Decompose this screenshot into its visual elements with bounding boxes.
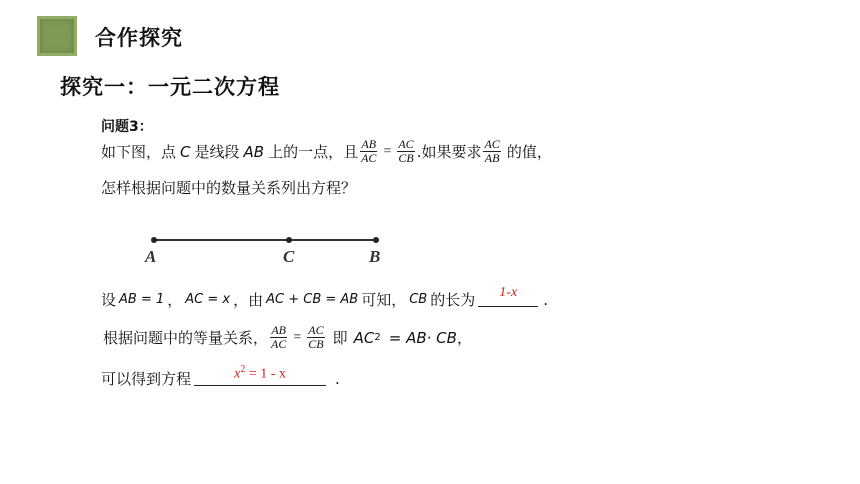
- label-b: B: [369, 247, 381, 266]
- text: .: [335, 369, 340, 388]
- equals-sign: =: [383, 143, 392, 159]
- point-c-dot: [286, 237, 292, 243]
- expr-ac: AC: [353, 328, 375, 347]
- text: ，: [167, 291, 183, 309]
- numerator: AC: [484, 137, 500, 151]
- section-title: 合作探究: [95, 26, 183, 50]
- answer-1: 1-x: [499, 285, 518, 300]
- answer-rest: = 1 - x: [245, 366, 286, 382]
- segment-figure: [140, 230, 400, 270]
- text: 上的一点，且: [268, 143, 359, 161]
- segment-ab: AB: [243, 142, 265, 161]
- text: ，由: [233, 291, 264, 309]
- answer-blank-2: [194, 364, 326, 386]
- text: 是线段: [194, 143, 240, 161]
- equals-sign: =: [293, 329, 302, 345]
- text: ，: [456, 329, 472, 347]
- point-a-dot: [151, 237, 157, 243]
- fraction-ab-ac: [360, 138, 377, 165]
- label-a: A: [145, 247, 157, 266]
- fraction-ac-ab: [483, 138, 500, 165]
- expr-ac-eq-x: AC = x: [185, 292, 231, 307]
- problem-line-1: [101, 138, 552, 165]
- fraction-ac-cb: [307, 324, 324, 351]
- denominator: AC: [361, 151, 377, 165]
- numerator: AB: [361, 137, 377, 151]
- text: .如果要求: [416, 143, 482, 161]
- denominator: AB: [484, 151, 500, 165]
- text: .: [543, 290, 549, 309]
- section-marker-square: [37, 16, 77, 56]
- question-label: 问题3：: [101, 119, 153, 135]
- sub-title: 探究一：一元二次方程: [60, 75, 280, 99]
- step-2-line: [103, 324, 472, 351]
- answer-blank-1: [478, 285, 538, 307]
- exponent: 2: [374, 332, 381, 343]
- text: 的值，: [506, 143, 552, 161]
- denominator: CB: [398, 151, 414, 165]
- denominator: CB: [308, 337, 324, 351]
- text: 可知，: [361, 291, 407, 309]
- numerator: AB: [271, 323, 287, 337]
- answer-exponent: 2: [240, 364, 246, 375]
- point-b-dot: [373, 237, 379, 243]
- text: 设: [101, 291, 117, 309]
- label-c: C: [283, 247, 295, 266]
- text: 如下图，点: [101, 143, 177, 161]
- expr-sum: AC + CB = AB: [266, 292, 359, 307]
- answer-2: [194, 364, 326, 383]
- step-3-line: [101, 364, 340, 389]
- text: 的长为: [430, 291, 476, 309]
- fraction-ac-cb: [397, 138, 414, 165]
- problem-line-2: 怎样根据问题中的数量关系列出方程？: [101, 179, 357, 197]
- expr-ab-cb: = AB· CB: [388, 328, 457, 347]
- expr-cb: CB: [409, 292, 428, 307]
- step-1-line: [101, 285, 549, 310]
- text: 根据问题中的等量关系，: [103, 329, 269, 347]
- denominator: AC: [271, 337, 287, 351]
- expr-ab-eq-1: AB = 1: [119, 292, 165, 307]
- text: 即: [332, 329, 348, 347]
- fraction-ab-ac: [270, 324, 287, 351]
- numerator: AC: [398, 137, 414, 151]
- answer-var: x: [234, 366, 241, 382]
- point-c: C: [180, 142, 191, 161]
- numerator: AC: [308, 323, 324, 337]
- text: 可以得到方程: [101, 370, 192, 388]
